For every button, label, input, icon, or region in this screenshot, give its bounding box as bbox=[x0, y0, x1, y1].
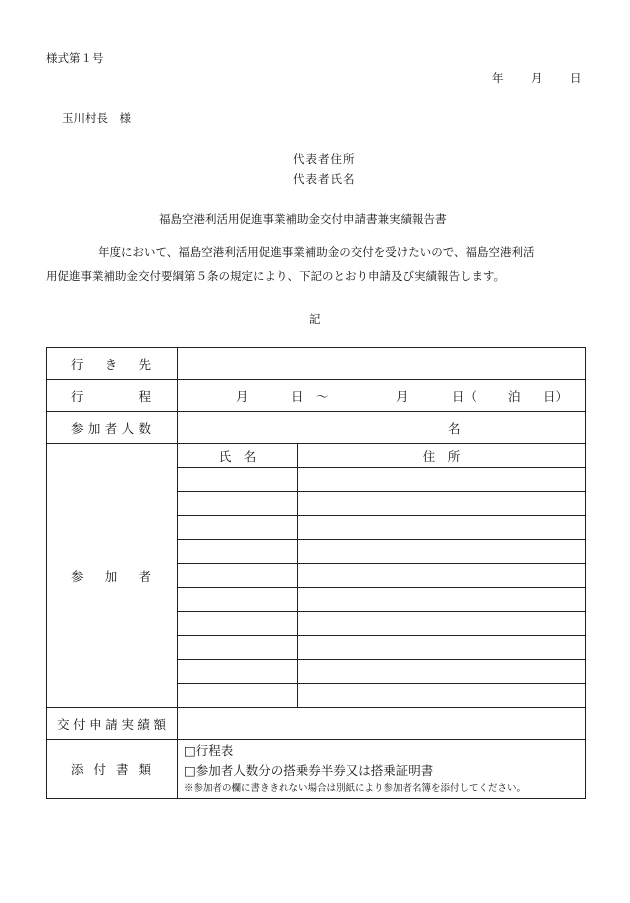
application-table bbox=[46, 347, 586, 799]
itinerary-day-2: 日（ bbox=[452, 388, 478, 404]
destination-field[interactable] bbox=[178, 348, 586, 380]
participant-address-cell[interactable] bbox=[298, 540, 586, 564]
attachments-note: ※参加者の欄に書ききれない場合は別紙により参加者名簿を添付してください。 bbox=[184, 783, 527, 794]
participant-name-cell[interactable] bbox=[178, 588, 298, 612]
participants-label: 参加者 bbox=[47, 444, 178, 708]
date-day: 日 bbox=[570, 71, 582, 85]
col-name-header: 氏 名 bbox=[178, 444, 298, 468]
itinerary-nights: 泊 bbox=[508, 388, 521, 404]
participant-address-cell[interactable] bbox=[298, 564, 586, 588]
participant-count-label: 参加者人数 bbox=[47, 412, 178, 444]
participant-count-unit: 名 bbox=[448, 420, 461, 436]
row-destination bbox=[47, 348, 586, 380]
attachments-label: 添付書類 bbox=[47, 740, 178, 799]
participant-count-field[interactable] bbox=[178, 412, 586, 444]
row-participants-header bbox=[47, 444, 586, 468]
body-text-line-1: 年度において、福島空港利活用促進事業補助金の交付を受けたいので、福島空港利活 bbox=[98, 245, 535, 259]
itinerary-month-2: 月 bbox=[396, 388, 409, 404]
ki-heading: 記 bbox=[309, 312, 321, 326]
itinerary-tilde: ～ bbox=[316, 388, 329, 404]
participant-name-cell[interactable] bbox=[178, 564, 298, 588]
itinerary-day-1: 日 bbox=[291, 388, 304, 404]
participant-name-cell[interactable] bbox=[178, 516, 298, 540]
participant-name-cell[interactable] bbox=[178, 540, 298, 564]
participant-address-cell[interactable] bbox=[298, 612, 586, 636]
participant-name-cell[interactable] bbox=[178, 660, 298, 684]
participant-address-cell[interactable] bbox=[298, 588, 586, 612]
attachment-boarding-pass-checkbox[interactable]: □参加者人数分の搭乗券半券又は搭乗証明書 bbox=[184, 763, 434, 778]
participant-address-cell[interactable] bbox=[298, 516, 586, 540]
participant-address-cell[interactable] bbox=[298, 684, 586, 708]
participant-name-cell[interactable] bbox=[178, 684, 298, 708]
participant-address-cell[interactable] bbox=[298, 492, 586, 516]
row-participant-count bbox=[47, 412, 586, 444]
destination-label: 行き先 bbox=[47, 348, 178, 380]
row-grant-amount bbox=[47, 708, 586, 740]
col-address-header: 住 所 bbox=[298, 444, 586, 468]
attachment-itinerary-checkbox[interactable]: □行程表 bbox=[184, 743, 234, 758]
participant-name-cell[interactable] bbox=[178, 612, 298, 636]
date-year: 年 bbox=[492, 71, 504, 85]
form-number: 様式第１号 bbox=[46, 51, 104, 65]
addressee: 玉川村長 様 bbox=[62, 111, 131, 125]
participant-address-cell[interactable] bbox=[298, 468, 586, 492]
itinerary-days: 日） bbox=[543, 388, 569, 404]
row-itinerary bbox=[47, 380, 586, 412]
itinerary-month-1: 月 bbox=[236, 388, 249, 404]
participant-address-cell[interactable] bbox=[298, 636, 586, 660]
itinerary-label: 行程 bbox=[47, 380, 178, 412]
grant-amount-field[interactable] bbox=[178, 708, 586, 740]
attachments-field bbox=[178, 740, 586, 799]
participant-address-cell[interactable] bbox=[298, 660, 586, 684]
representative-name: 代表者氏名 bbox=[293, 172, 356, 186]
participant-name-cell[interactable] bbox=[178, 492, 298, 516]
participant-name-cell[interactable] bbox=[178, 636, 298, 660]
document-title: 福島空港利活用促進事業補助金交付申請書兼実績報告書 bbox=[159, 212, 447, 226]
grant-amount-label: 交付申請実績額 bbox=[47, 708, 178, 740]
date-month: 月 bbox=[531, 71, 543, 85]
itinerary-field[interactable] bbox=[178, 380, 586, 412]
representative-address: 代表者住所 bbox=[293, 152, 356, 166]
row-attachments bbox=[47, 740, 586, 799]
body-text-line-2: 用促進事業補助金交付要綱第５条の規定により、下記のとおり申請及び実績報告します。 bbox=[46, 269, 506, 283]
participant-name-cell[interactable] bbox=[178, 468, 298, 492]
